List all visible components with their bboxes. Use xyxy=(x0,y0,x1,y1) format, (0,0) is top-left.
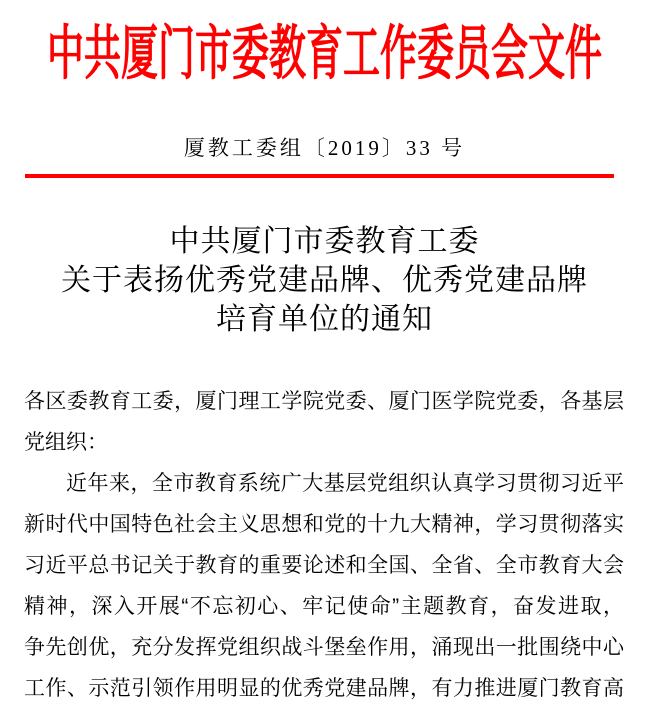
document-number: 厦教工委组〔2019〕33 号 xyxy=(183,136,466,160)
title-line: 培育单位的通知 xyxy=(216,303,433,336)
red-letterhead xyxy=(0,6,649,90)
body-text-line: 近年来，全市教育系统广大基层党组织认真学习贯彻习近平 xyxy=(66,472,624,495)
document-body xyxy=(24,381,624,706)
letterhead-org-title: 中共厦门市委教育工作委员会文件 xyxy=(47,20,602,87)
title-line: 中共厦门市委教育工委 xyxy=(169,225,480,258)
title-line: 关于表扬优秀党建品牌、优秀党建品牌 xyxy=(61,264,588,297)
body-text-line: 新时代中国特色社会主义思想和党的十九大精神，学习贯彻落实 xyxy=(24,513,624,536)
red-divider-rule xyxy=(25,174,614,178)
body-text-line: 党组织： xyxy=(24,431,108,454)
body-text-line: 工作、示范引领作用明显的优秀党建品牌，有力推进厦门教育高 xyxy=(24,677,624,700)
document-title xyxy=(0,222,649,339)
body-text-line: 争先创优，充分发挥党组织战斗堡垒作用，涌现出一批围绕中心 xyxy=(24,636,624,659)
body-text-line: 各区委教育工委，厦门理工学院党委、厦门医学院党委，各基层 xyxy=(24,390,624,413)
body-text-line: 习近平总书记关于教育的重要论述和全国、全省、全市教育大会 xyxy=(24,554,624,577)
body-text-line: 精神，深入开展“不忘初心、牢记使命”主题教育，奋发进取， xyxy=(24,595,624,618)
